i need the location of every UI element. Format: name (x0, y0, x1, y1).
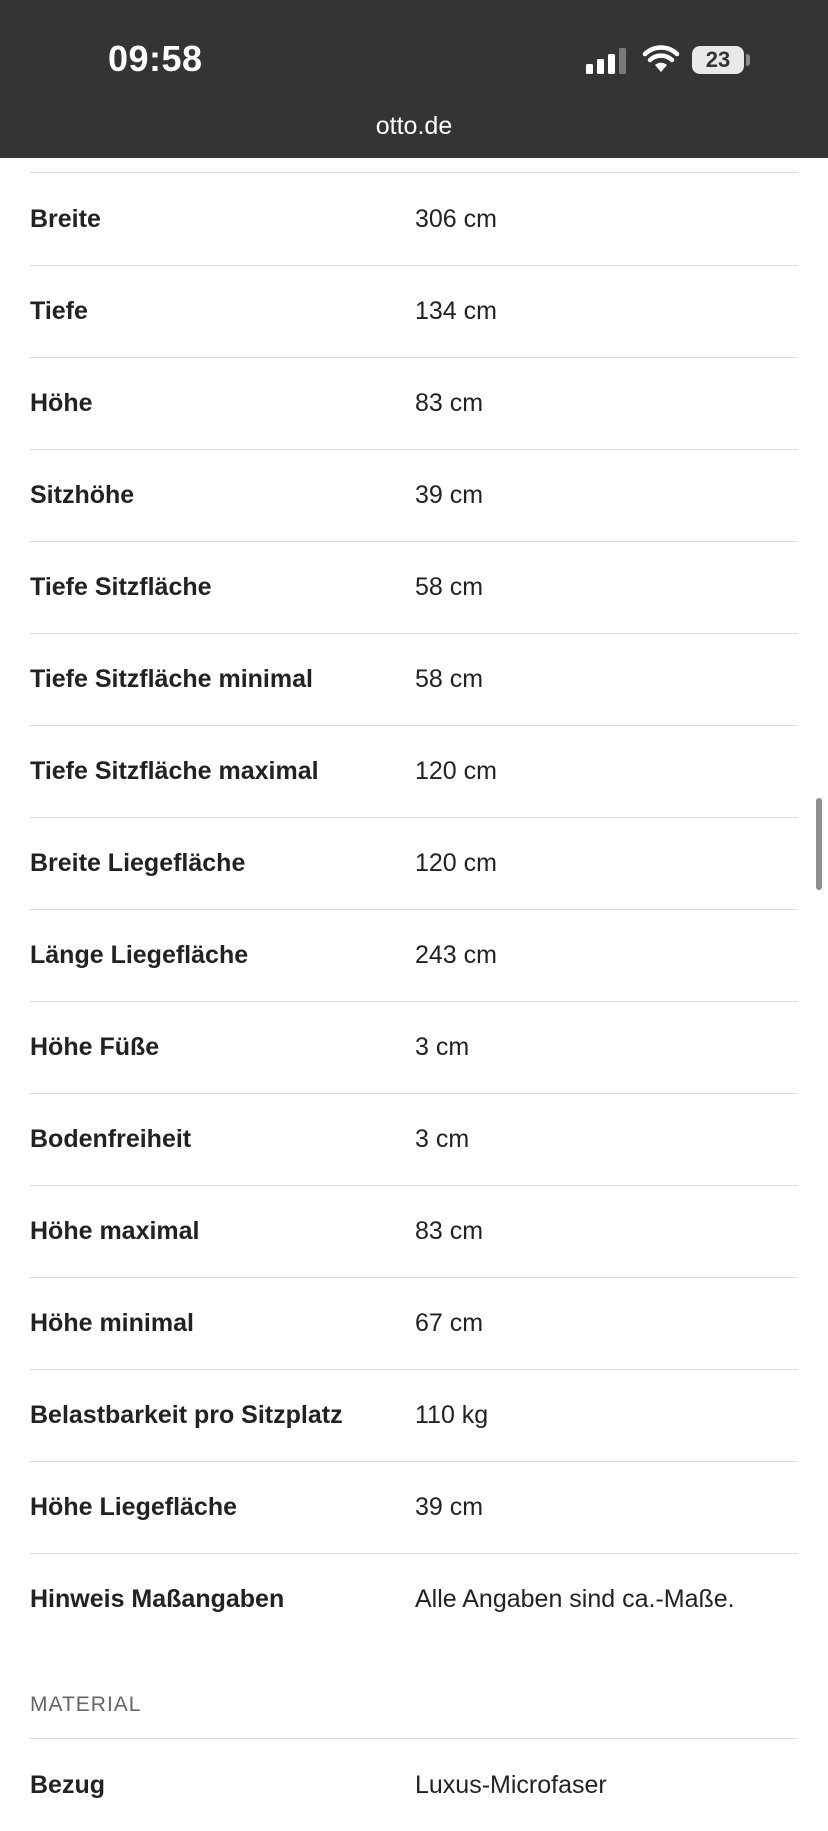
spec-label: Höhe (30, 389, 93, 417)
signal-icon (586, 48, 630, 74)
spec-row (30, 633, 798, 726)
spec-label: Breite Liegefläche (30, 849, 246, 877)
spec-row (30, 541, 798, 634)
spec-label: Sitzhöhe (30, 481, 135, 509)
spec-value: 3 cm (415, 1033, 470, 1061)
battery-icon: 23 (692, 46, 744, 74)
spec-value: 110 kg (415, 1401, 489, 1429)
spec-row (30, 725, 798, 818)
status-bar (0, 0, 828, 158)
spec-value: 306 cm (415, 205, 497, 233)
spec-label: Höhe maximal (30, 1217, 200, 1245)
spec-label: Höhe minimal (30, 1309, 194, 1337)
spec-value: 67 cm (415, 1309, 484, 1337)
spec-row (30, 265, 798, 358)
spec-label: Bezug (30, 1771, 105, 1799)
spec-row (30, 1093, 798, 1186)
spec-value: Luxus-Microfaser (415, 1771, 607, 1799)
spec-label: Tiefe Sitzfläche maximal (30, 757, 319, 785)
spec-row (30, 357, 798, 450)
scrollbar-thumb[interactable] (816, 798, 822, 890)
battery-cap (746, 54, 750, 66)
spec-label: Höhe Füße (30, 1033, 160, 1061)
spec-row (30, 1739, 798, 1831)
spec-row (30, 817, 798, 910)
spec-value: 83 cm (415, 389, 484, 417)
spec-label: Bodenfreiheit (30, 1125, 192, 1153)
spec-value: 58 cm (415, 573, 484, 601)
spec-value: Alle Angaben sind ca.-Maße. (415, 1585, 735, 1613)
address-bar-url[interactable]: otto.de (375, 112, 453, 140)
spec-row (30, 909, 798, 1002)
spec-value: 58 cm (415, 665, 484, 693)
spec-row (30, 173, 798, 266)
spec-value: 243 cm (415, 941, 497, 969)
spec-label: Hinweis Maßangaben (30, 1585, 285, 1613)
spec-value: 3 cm (415, 1125, 470, 1153)
spec-value: 120 cm (415, 757, 497, 785)
spec-row (30, 1185, 798, 1278)
spec-label: Tiefe Sitzfläche (30, 573, 212, 601)
spec-label: Belastbarkeit pro Sitzplatz (30, 1401, 343, 1429)
clock: 09:58 (108, 38, 203, 79)
spec-row (30, 1553, 798, 1645)
spec-row (30, 1369, 798, 1462)
spec-row (30, 1277, 798, 1370)
spec-row (30, 1001, 798, 1094)
spec-label: Tiefe Sitzfläche minimal (30, 665, 313, 693)
spec-label: Breite (30, 205, 101, 233)
spec-value: 120 cm (415, 849, 497, 877)
spec-value: 134 cm (415, 297, 497, 325)
section-title-material: MATERIAL (30, 1693, 142, 1716)
spec-value: 83 cm (415, 1217, 484, 1245)
spec-row (30, 449, 798, 542)
spec-label: Länge Liegefläche (30, 941, 249, 969)
spec-value: 39 cm (415, 481, 484, 509)
wifi-icon (642, 44, 680, 74)
spec-label: Höhe Liegefläche (30, 1493, 237, 1521)
spec-label: Tiefe (30, 297, 88, 325)
spec-value: 39 cm (415, 1493, 484, 1521)
spec-row (30, 1461, 798, 1554)
